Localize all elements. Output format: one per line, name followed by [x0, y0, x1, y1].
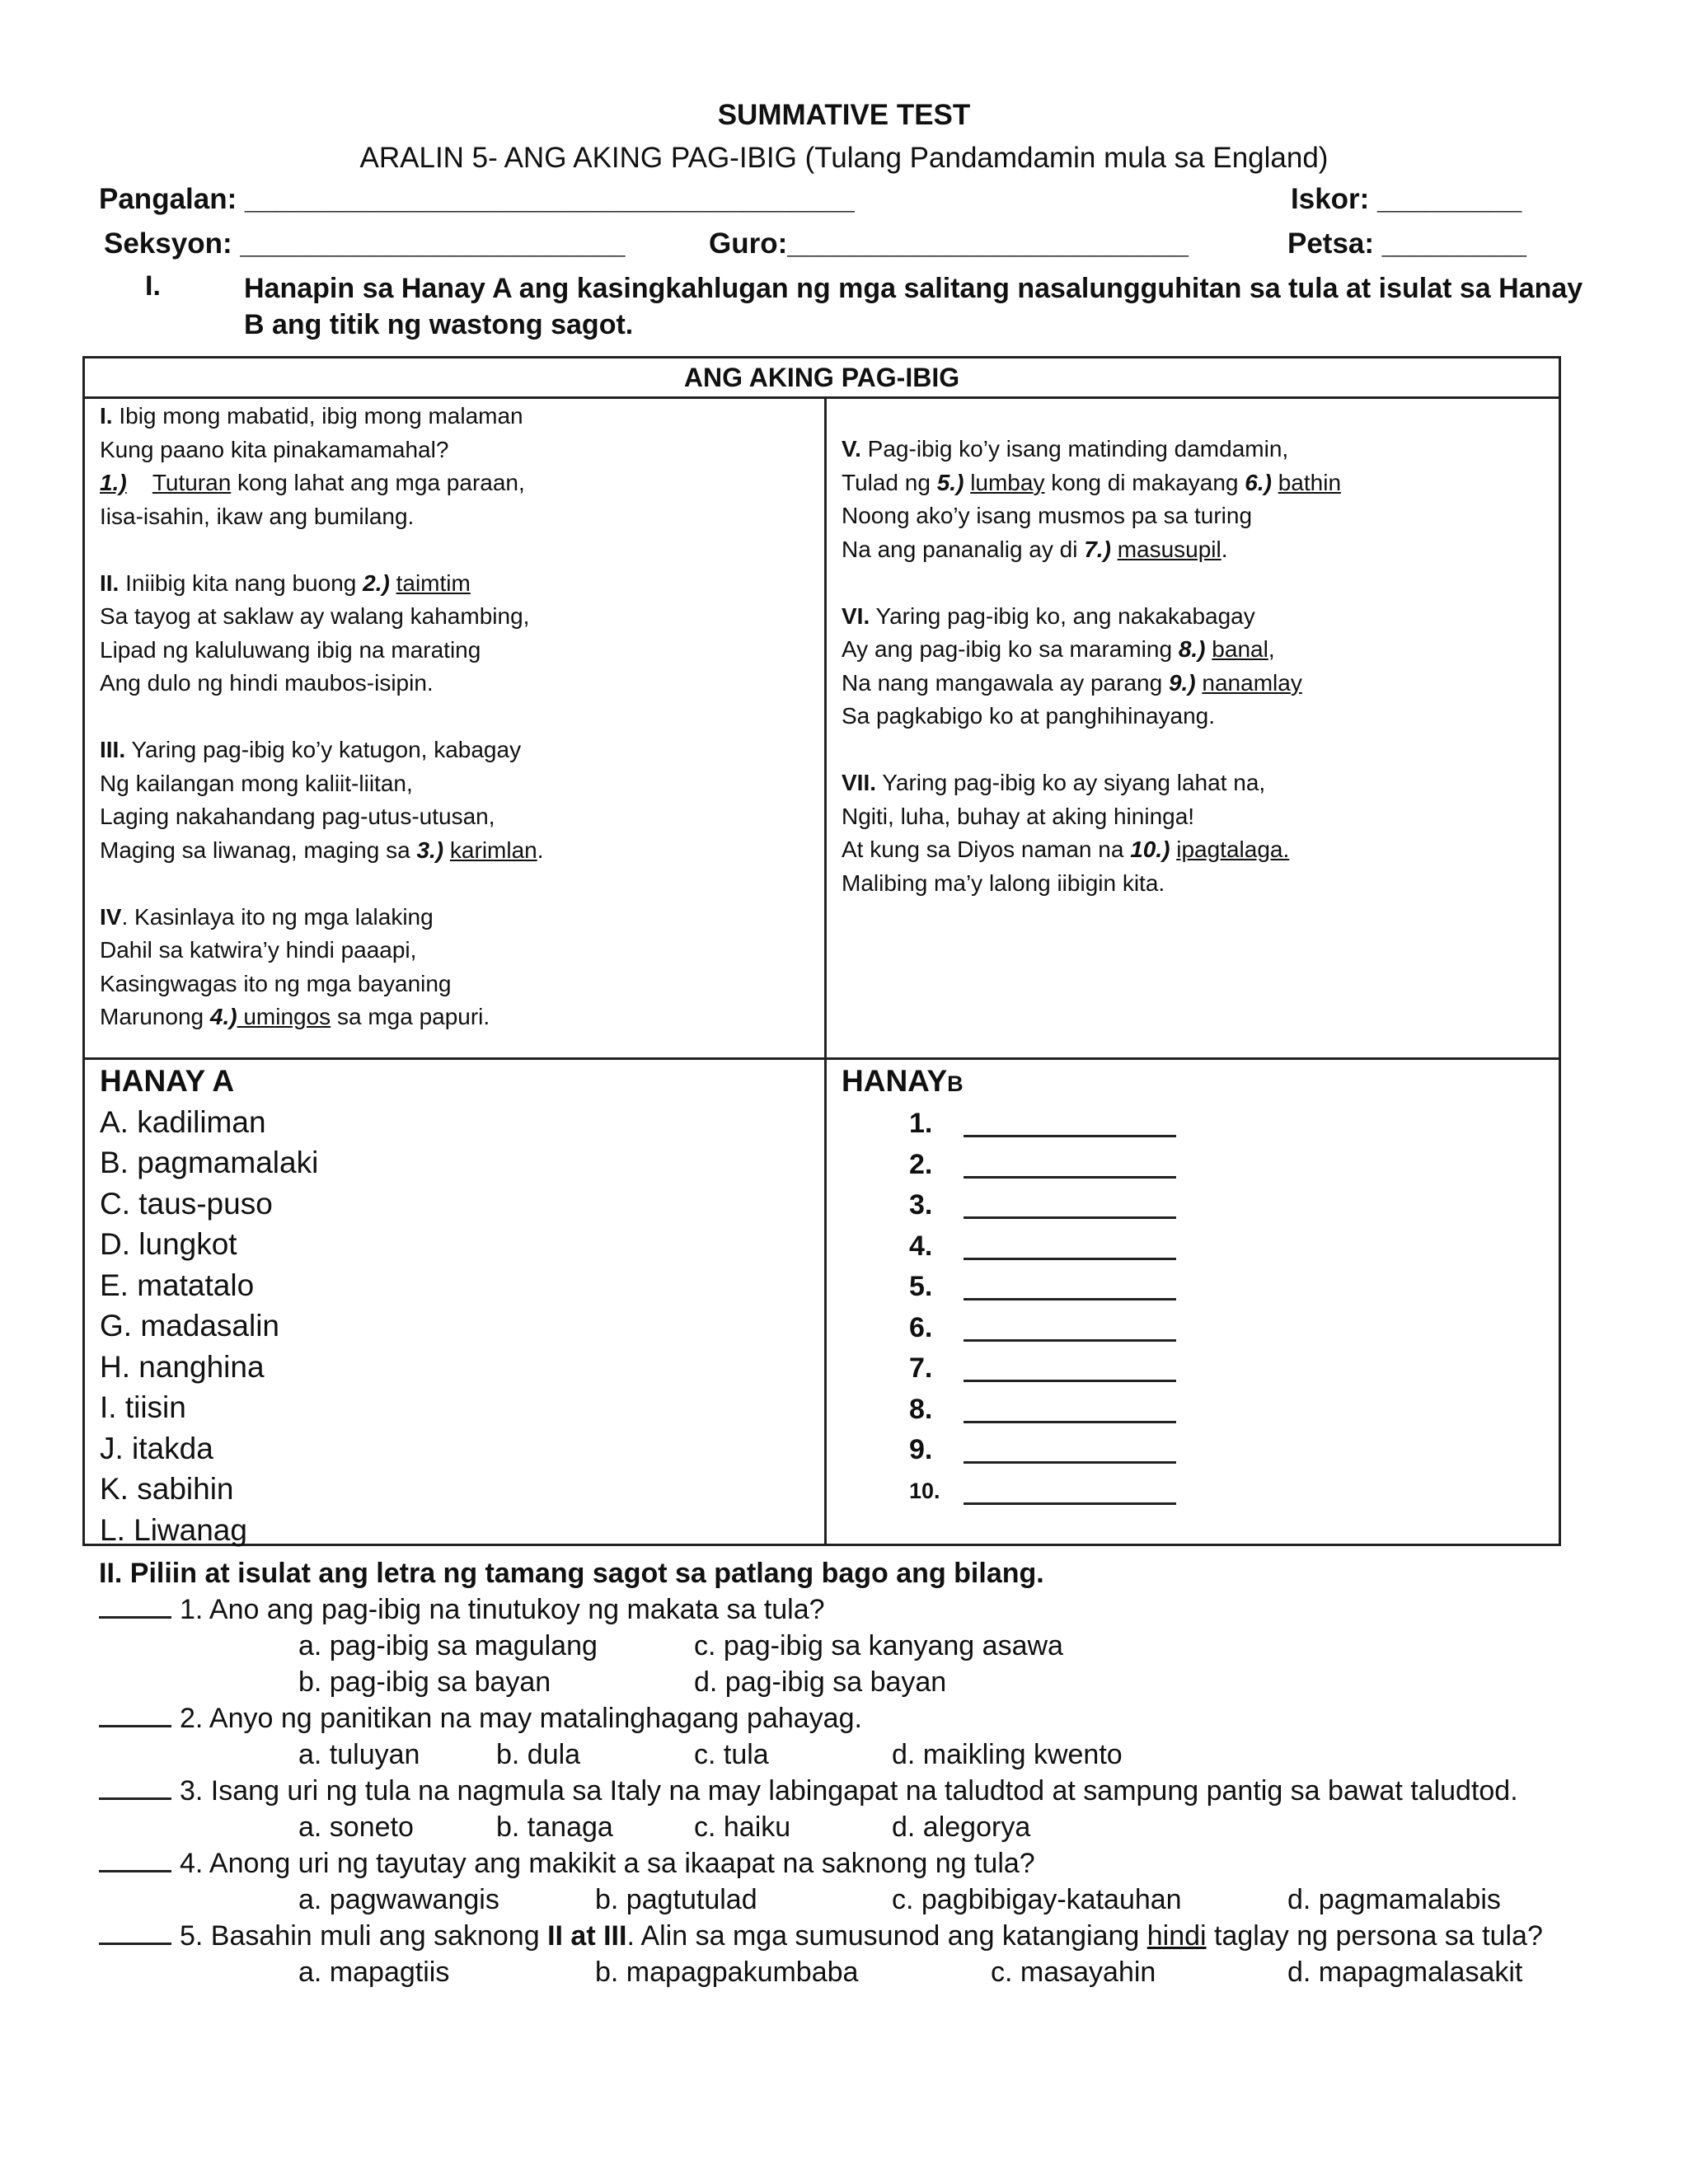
hanay-a-item: K. sabihin: [100, 1472, 234, 1506]
stanza-2-line-3: Lipad ng kaluluwang ibig na marating: [100, 636, 481, 663]
part1-instructions: Hanapin sa Hanay A ang kasingkahlugan ng mga salitang nasalungguhitan sa tula at isulat sa Hanay B ang titik ng wastong sagot.: [244, 273, 1583, 340]
table-divider-horizontal: [85, 1057, 1559, 1060]
q3-option-a: a. soneto: [298, 1811, 414, 1843]
question-4: 4. Anong uri ng tayutay ang makikit a sa ikaapat na saknong ng tula?: [99, 1848, 1035, 1880]
q1-option-d: d. pag-ibig sa bayan: [694, 1666, 947, 1698]
q2-option-b: b. dula: [496, 1739, 581, 1770]
question-3: 3. Isang uri ng tula na nagmula sa Italy na may labingapat na taludtod at sampung pantig sa bawat taludtod.: [99, 1775, 1518, 1807]
answer-row: 10.: [909, 1471, 1176, 1512]
stanza-4-line-4: Marunong 4.) umingos sa mga papuri.: [100, 1004, 490, 1029]
answer-blank-4[interactable]: [964, 1233, 1176, 1260]
stanza-6-line-1: VI. Yaring pag-ibig ko, ang nakakabagay: [842, 602, 1255, 629]
answer-row: 3.: [909, 1185, 1176, 1226]
stanza-3-line-4: Maging sa liwanag, maging sa 3.) karimlan.: [100, 837, 544, 863]
question-5-blank[interactable]: [99, 1943, 171, 1945]
stanza-1-line-2: Kung paano kita pinakamamahal?: [100, 436, 449, 462]
poem-left-column: [100, 400, 544, 1034]
section-field: Seksyon: ________________________: [104, 227, 626, 260]
poem-table: [82, 356, 1561, 1546]
stanza-7-line-4: Malibing ma’y lalong iibigin kita.: [842, 869, 1165, 896]
hanay-a-item: G. madasalin: [100, 1309, 279, 1343]
page-subtitle: ARALIN 5- ANG AKING PAG-IBIG (Tulang Pandamdamin mula sa England): [359, 142, 1329, 174]
q3-option-c: c. haiku: [694, 1811, 791, 1843]
answer-row: 8.: [909, 1390, 1176, 1431]
q5-option-d: d. mapagmalasakit: [1287, 1957, 1523, 1988]
answer-row: 5.: [909, 1267, 1176, 1308]
q2-option-a: a. tuluyan: [298, 1739, 420, 1770]
q4-option-a: a. pagwawangis: [298, 1884, 499, 1915]
answer-blank-9[interactable]: [964, 1436, 1176, 1464]
hanay-a-item: H. nanghina: [100, 1349, 265, 1384]
stanza-3-line-2: Ng kailangan mong kaliit-liitan,: [100, 770, 413, 796]
stanza-6-line-3: Na nang mangawala ay parang 9.) nanamlay: [842, 669, 1302, 696]
hanay-a-item: L. Liwanag: [100, 1512, 247, 1547]
name-field: Pangalan: ______________________________________: [99, 183, 855, 215]
q3-option-d: d. alegorya: [892, 1811, 1031, 1843]
q4-option-c: c. pagbibigay-katauhan: [892, 1884, 1182, 1915]
date-field: Petsa: _________: [1287, 227, 1526, 260]
stanza-3-line-1: III. Yaring pag-ibig ko’y katugon, kabagay: [100, 737, 522, 762]
stanza-7-line-2: Ngiti, luha, buhay at aking hininga!: [842, 803, 1195, 829]
stanza-5-line-2: Tulad ng 5.) lumbay kong di makayang 6.) bathin: [842, 469, 1342, 495]
answer-blank-5[interactable]: [964, 1273, 1176, 1301]
q5-option-c: c. masayahin: [991, 1957, 1156, 1988]
q5-option-a: a. mapagtiis: [298, 1957, 450, 1988]
stanza-2-line-4: Ang dulo ng hindi maubos-isipin.: [100, 670, 434, 696]
hanay-a-title: HANAY A: [100, 1064, 235, 1098]
q1-option-b: b. pag-ibig sa bayan: [298, 1666, 551, 1698]
hanay-b-title: HANAYB: [842, 1064, 964, 1098]
stanza-7-line-1: VII. Yaring pag-ibig ko ay siyang lahat na,: [842, 770, 1266, 795]
q2-option-c: c. tula: [694, 1739, 769, 1770]
hanay-a-item: C. taus-puso: [100, 1186, 273, 1221]
hanay-b-list: [909, 1104, 1176, 1511]
q2-option-d: d. maikling kwento: [892, 1739, 1123, 1770]
hanay-a-item: A. kadiliman: [100, 1104, 266, 1139]
stanza-5-line-1: V. Pag-ibig ko’y isang matinding damdamin,: [842, 436, 1289, 462]
question-2-blank[interactable]: [99, 1725, 171, 1727]
hanay-a-item: B. pagmamalaki: [100, 1146, 319, 1179]
answer-blank-7[interactable]: [964, 1355, 1176, 1382]
stanza-5-line-3: Noong ako’y isang musmos pa sa turing: [842, 503, 1253, 528]
stanza-6-line-2: Ay ang pag-ibig ko sa maraming 8.) banal,: [842, 636, 1275, 662]
stanza-6-line-4: Sa pagkabigo ko at panghihinayang.: [842, 703, 1216, 729]
hanay-a-item: J. itakda: [100, 1431, 213, 1465]
table-divider-vertical: [824, 396, 827, 1546]
question-4-blank[interactable]: [99, 1870, 171, 1872]
q4-option-b: b. pagtutulad: [595, 1884, 757, 1915]
answer-blank-10[interactable]: [964, 1478, 1176, 1505]
stanza-4-line-1: IV. Kasinlaya ito ng mga lalaking: [100, 903, 434, 930]
stanza-1-line-4: Iisa-isahin, ikaw ang bumilang.: [100, 503, 415, 529]
stanza-4-line-3: Kasingwagas ito ng mga bayaning: [100, 970, 452, 996]
answer-blank-3[interactable]: [964, 1192, 1176, 1219]
stanza-5-line-4: Na ang pananalig ay di 7.) masusupil.: [842, 536, 1228, 562]
part2-instructions: II. Piliin at isulat ang letra ng tamang sagot sa patlang bago ang bilang.: [99, 1558, 1044, 1589]
teacher-field: Guro:_________________________: [709, 227, 1189, 260]
answer-blank-1[interactable]: [964, 1110, 1176, 1137]
answer-blank-6[interactable]: [964, 1315, 1176, 1342]
answer-blank-8[interactable]: [964, 1396, 1176, 1423]
answer-row: 2.: [909, 1145, 1176, 1186]
question-3-blank[interactable]: [99, 1797, 171, 1800]
stanza-4-line-2: Dahil sa katwira’y hindi paaapi,: [100, 937, 417, 963]
answer-row: 9.: [909, 1430, 1176, 1471]
poem-title: ANG AKING PAG-IBIG: [85, 359, 1559, 399]
answer-row: 1.: [909, 1104, 1176, 1145]
hanay-a-item: D. lungkot: [100, 1227, 237, 1261]
answer-row: 6.: [909, 1308, 1176, 1349]
answer-row: 7.: [909, 1348, 1176, 1390]
q1-option-a: a. pag-ibig sa magulang: [298, 1630, 598, 1661]
question-1-blank[interactable]: [99, 1616, 171, 1619]
stanza-2-line-1: II. Iniibig kita nang buong 2.) taimtim: [100, 569, 471, 596]
page-title: SUMMATIVE TEST: [717, 99, 971, 131]
q3-option-b: b. tanaga: [496, 1811, 613, 1843]
answer-row: 4.: [909, 1226, 1176, 1268]
hanay-a-list: [100, 1061, 318, 1550]
question-1: 1. Ano ang pag-ibig na tinutukoy ng makata sa tula?: [99, 1594, 825, 1626]
stanza-1-line-3: 1.) Tuturan kong lahat ang mga paraan,: [100, 470, 525, 495]
answer-blank-2[interactable]: [964, 1151, 1176, 1179]
q4-option-d: d. pagmamalabis: [1287, 1884, 1501, 1915]
poem-right-column: [842, 433, 1341, 900]
stanza-1-line-1: I. Ibig mong mabatid, ibig mong malaman: [100, 403, 523, 429]
question-5: 5. Basahin muli ang saknong II at III. Alin sa mga sumusunod ang katangiang hindi taglay ng persona sa tula?: [99, 1920, 1543, 1952]
score-field: Iskor: _________: [1291, 183, 1522, 215]
stanza-3-line-3: Laging nakahandang pag-utus-utusan,: [100, 804, 495, 829]
stanza-2-line-2: Sa tayog at saklaw ay walang kahambing,: [100, 603, 530, 629]
stanza-7-line-3: At kung sa Diyos naman na 10.) ipagtalaga.: [842, 837, 1290, 862]
q5-option-b: b. mapagpakumbaba: [595, 1957, 859, 1988]
part1-number: I.: [145, 270, 161, 302]
hanay-a-item: I. tiisin: [100, 1390, 186, 1424]
q1-option-c: c. pag-ibig sa kanyang asawa: [694, 1630, 1063, 1661]
hanay-a-item: E. matatalo: [100, 1268, 255, 1302]
question-2: 2. Anyo ng panitikan na may matalinghagang pahayag.: [99, 1703, 862, 1735]
